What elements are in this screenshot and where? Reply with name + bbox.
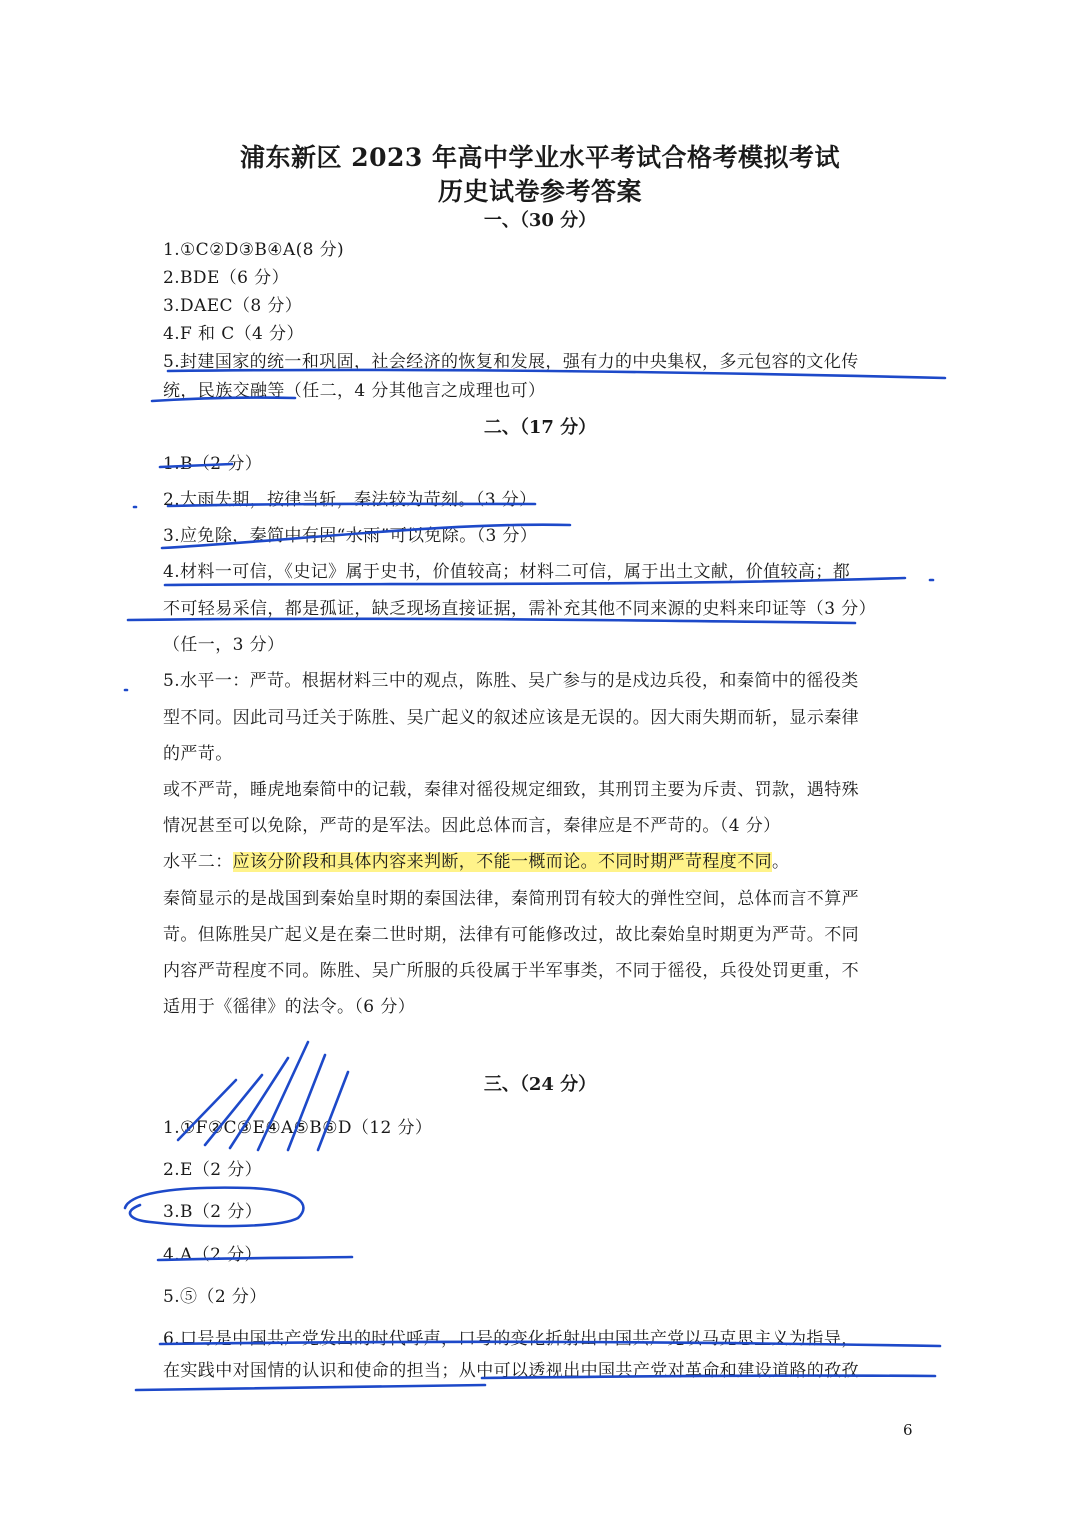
level-2-label: 水平二：	[163, 852, 233, 872]
answer-line: 4.材料一可信，《史记》属于史书，价值较高；材料二可信，属于出土文献，价值较高；都	[163, 562, 851, 582]
answer-line: 统，民族交融等（任二，4 分其他言之成理也可）	[163, 381, 546, 401]
answer-line: 秦简显示的是战国到秦始皇时期的秦国法律，秦简刑罚有较大的弹性空间，总体而言不算严	[163, 889, 859, 909]
answer-line: 内容严苛程度不同。陈胜、吴广所服的兵役属于半军事类，不同于徭役，兵役处罚更重，不	[163, 961, 859, 981]
underline-stroke	[128, 619, 855, 623]
answer-line: 1.B（2 分）	[163, 454, 263, 474]
answer-line: 2.大雨失期，按律当斩，秦法较为苛刻。（3 分）	[163, 490, 537, 510]
answer-line: 3.DAEC（8 分）	[163, 296, 303, 316]
answer-line: 2.E（2 分）	[163, 1160, 263, 1180]
section-2-heading: 二、（17 分）	[483, 417, 597, 438]
section-1-heading: 一、（30 分）	[483, 210, 597, 231]
highlighted-text: 应该分阶段和具体内容来判断，不能一概而论。不同时期严苛程度不同	[232, 852, 773, 872]
answer-line: 5.⑤（2 分）	[163, 1287, 267, 1307]
answer-line: 1.①C②D③B④A(8 分)	[163, 240, 345, 260]
answer-line: （任一，3 分）	[163, 635, 285, 655]
answer-line: 4.A（2 分）	[163, 1245, 262, 1265]
answer-line: 3.应免除，秦简中有因“水雨”可以免除。（3 分）	[163, 526, 538, 546]
answer-line: 2.BDE（6 分）	[163, 268, 289, 288]
answer-line: 5.封建国家的统一和巩固，社会经济的恢复和发展，强有力的中央集权，多元包容的文化传	[163, 352, 859, 372]
answer-line: 适用于《徭律》的法令。（6 分）	[163, 997, 416, 1017]
answer-line: 型不同。因此司马迁关于陈胜、吴广起义的叙述应该是无误的。因大雨失期而斩，显示秦律	[163, 708, 859, 728]
answer-line: 情况甚至可以免除，严苛的是军法。因此总体而言，秦律应是不严苛的。（4 分）	[163, 816, 781, 836]
answer-line: 1.①F②C③E④A⑤B⑥D（12 分）	[163, 1118, 433, 1138]
section-3-heading: 三、（24 分）	[483, 1074, 597, 1095]
answer-line: 4.F 和 C（4 分）	[163, 324, 304, 344]
answer-line: 不可轻易采信，都是孤证，缺乏现场直接证据，需补充其他不同来源的史料来印证等（3 分）	[163, 599, 877, 619]
answer-line: 6.口号是中国共产党发出的时代呼声，口号的变化折射出中国共产党以马克思主义为指导，	[163, 1329, 859, 1349]
answer-line: 在实践中对国情的认识和使命的担当；从中可以透视出中国共产党对革命和建设道路的孜孜	[163, 1361, 859, 1381]
answer-line: 3.B（2 分）	[163, 1202, 263, 1222]
answer-line: 的严苛。	[163, 744, 233, 764]
page-number: 6	[903, 1421, 913, 1439]
answer-line: 或不严苛，睡虎地秦简中的记载，秦律对徭役规定细致，其刑罚主要为斥责、罚款，遇特殊	[163, 780, 859, 800]
document-title: 浦东新区 2023 年高中学业水平考试合格考模拟考试	[240, 143, 840, 172]
answer-line: 苛。但陈胜吴广起义是在秦二世时期，法律有可能修改过，故比秦始皇时期更为严苛。不同	[163, 925, 859, 945]
answer-line: 5.水平一：严苛。根据材料三中的观点，陈胜、吴广参与的是戍边兵役，和秦简中的徭役类	[163, 671, 859, 691]
level-2-end: 。	[772, 852, 790, 872]
underline-stroke	[136, 1385, 485, 1390]
level-2-line	[163, 847, 789, 872]
document-subtitle: 历史试卷参考答案	[437, 177, 642, 206]
